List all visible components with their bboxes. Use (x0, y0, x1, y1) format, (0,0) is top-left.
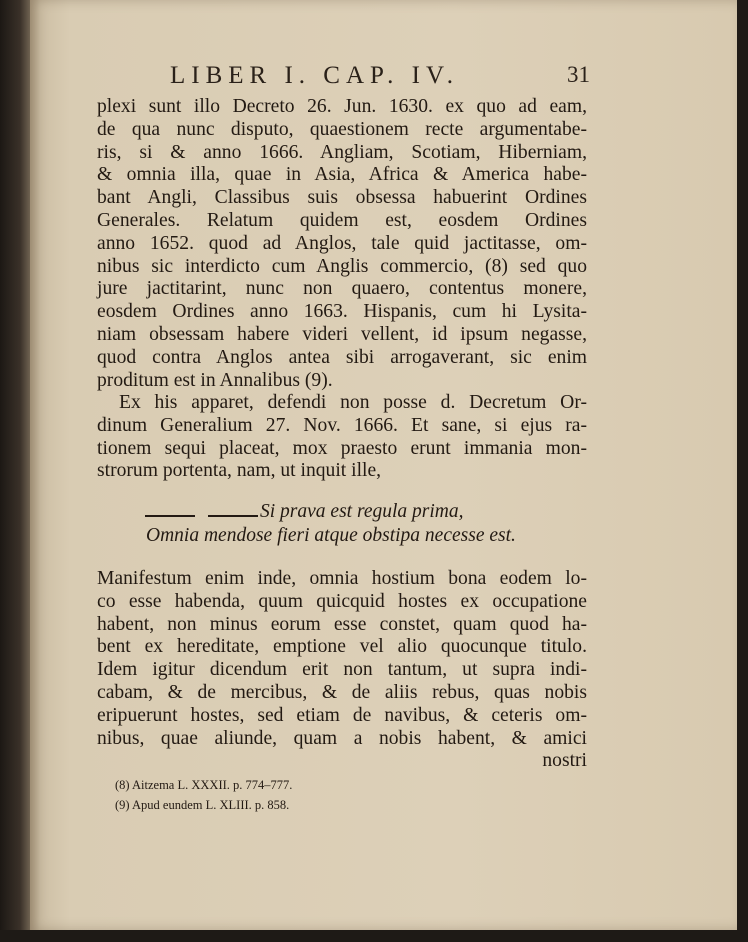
text-line: Ex his apparet, defendi non posse d. Decretum Or- (119, 392, 587, 413)
running-header (170, 62, 590, 90)
catchword: nostri (542, 750, 587, 772)
text-line: Idem igitur dicendum erit non tantum, ut supra indi- (97, 659, 587, 681)
text-line: cabam, & de mercibus, & de aliis rebus, quas nobis (97, 681, 587, 703)
paragraph-2 (97, 392, 587, 483)
paragraph-3 (97, 568, 587, 773)
text-line: dinum Generalium 27. Nov. 1666. Et sane, si ejus ra- (97, 414, 587, 436)
page-number: 31 (567, 62, 590, 87)
verse-quote (120, 500, 560, 548)
text-line: bent ex hereditate, emptione vel alio quocunque titulo. (97, 636, 587, 658)
bottom-edge (0, 930, 748, 942)
text-line: niam obsessam habere videri vellent, id ipsum negasse, (97, 323, 587, 345)
footnote: (9) Apud eundem L. XLIII. p. 858. (115, 798, 290, 812)
text-line: nibus sic interdicto cum Anglis commercio, (8) sed quo (97, 255, 587, 277)
text-line: proditum est in Annalibus (9). (97, 369, 333, 391)
text-line: anno 1652. quod ad Anglos, tale quid jactitasse, om- (97, 232, 587, 254)
text-line: de qua nunc disputo, quaestionem recte argumentabe- (97, 118, 587, 140)
text-line: eripuerunt hostes, sed etiam de navibus, & ceteris om- (97, 704, 587, 726)
text-line: quod contra Anglos antea sibi arrogaverant, sic enim (97, 346, 587, 368)
running-title: LIBER I. CAP. IV. (170, 62, 460, 89)
quote-line-2: Omnia mendose fieri atque obstipa necesse est. (146, 525, 516, 546)
text-line: bant Angli, Classibus suis obsessa habuerint Ordines (97, 187, 587, 209)
footnote: (8) Aitzema L. XXXII. p. 774–777. (115, 778, 293, 792)
quote-line-1: Si prava est regula prima, (260, 501, 464, 522)
text-line: nibus, quae aliunde, quam a nobis habent, & amici (97, 727, 587, 749)
text-line: habent, non minus eorum esse constet, quam quod ha- (97, 613, 587, 635)
text-line: ris, si & anno 1666. Angliam, Scotiam, Hiberniam, (97, 141, 587, 163)
text-line: & omnia illa, quae in Asia, Africa & America habe- (97, 164, 587, 186)
text-line: strorum portenta, nam, ut inquit ille, (97, 460, 382, 482)
text-line: tionem sequi placeat, mox praesto erunt immania mon- (97, 437, 587, 459)
paragraph-1 (97, 96, 587, 392)
text-line: co esse habenda, quum quicquid hostes ex occupatione (97, 590, 587, 612)
book-gutter (0, 0, 30, 942)
text-line: plexi sunt illo Decreto 26. Jun. 1630. ex quo ad eam, (97, 96, 587, 117)
text-line: jure jactitarint, nunc non quaero, contentus monere, (97, 278, 587, 300)
text-line: Manifestum enim inde, omnia hostium bona eodem lo- (97, 568, 587, 589)
right-edge (737, 0, 748, 942)
text-line: eosdem Ordines anno 1663. Hispanis, cum hi Lysita- (97, 301, 587, 323)
footnotes (115, 775, 415, 815)
text-line: Generales. Relatum quidem est, eosdem Ordines (97, 209, 587, 231)
